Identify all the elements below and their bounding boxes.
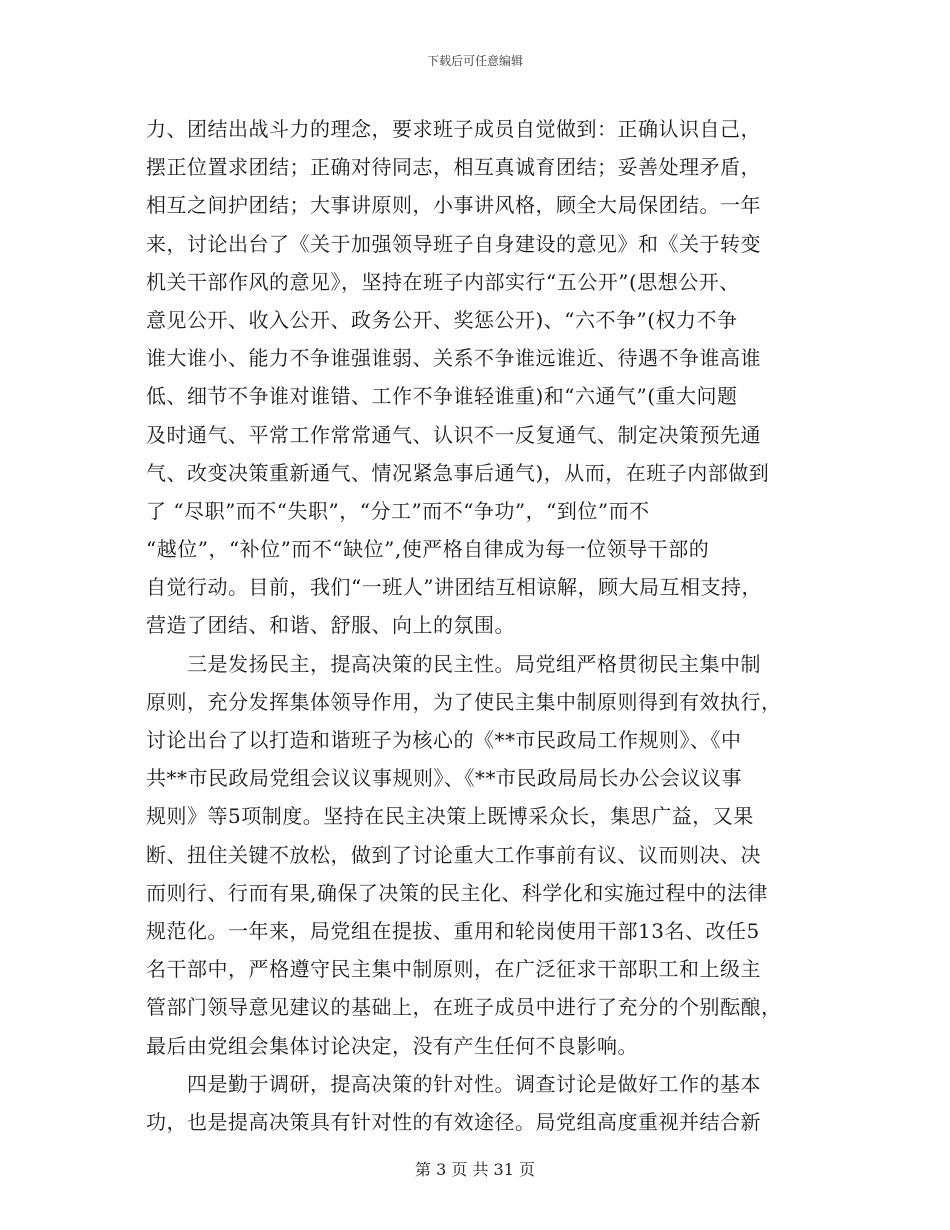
text-line: “越位”，“补位”而不“缺位”,使严格自律成为每一位领导干部的 [146, 537, 710, 562]
text-line: 共**市民政局党组会议议事规则》、《**市民政局局长办公会议议事 [146, 766, 742, 791]
text-line: 摆正位置求团结；正确对待同志，相互真诚育团结；妥善处理矛盾， [146, 155, 761, 180]
text-line: 机关干部作风的意见》，坚持在班子内部实行“五公开”(思想公开、 [146, 269, 740, 294]
text-line: 力、团结出战斗力的理念，要求班子成员自觉做到：正确认识自己， [146, 117, 761, 141]
text-line: 讨论出台了以打造和谐班子为核心的《**市民政局工作规则》、《中 [146, 728, 742, 752]
text-line: 名干部中，严格遵守民主集中制原则，在广泛征求干部职工和上级主 [146, 957, 761, 982]
text-line: 气、改变决策重新通气、情况紧急事后通气)，从而，在班子内部做到 [146, 460, 770, 485]
text-line: 意见公开、收入公开、政务公开、奖惩公开)、“六不争”(权力不争 [146, 307, 738, 332]
text-line: 断、扭住关键不放松，做到了讨论重大工作事前有议、议而则决、决 [146, 842, 761, 867]
page-number-footer: 第 3 页 共 31 页 [415, 1160, 535, 1179]
text-line: 功，也是提高决策具有针对性的有效途径。局党组高度重视并结合新 [146, 1109, 761, 1134]
paragraph-start-line: 三是发扬民主，提高决策的民主性。局党组严格贯彻民主集中制 [146, 651, 761, 676]
text-line: 最后由党组会集体讨论决定，没有产生任何不良影响。 [146, 1033, 638, 1058]
text-line: 而则行、行而有果,确保了决策的民主化、科学化和实施过程中的法律 [146, 880, 768, 905]
text-line: 了 “尽职”而不“失职”，“分工”而不“争功”，“到位”而不 [146, 498, 650, 523]
text-line: 低、细节不争谁对谁错、工作不争谁轻谁重)和“六通气”(重大问题 [146, 384, 738, 409]
text-line: 来，讨论出台了《关于加强领导班子自身建设的意见》和《关于转变 [146, 231, 761, 256]
text-line: 规则》等5项制度。坚持在民主决策上既博采众长，集思广益，又果 [146, 804, 754, 829]
page-header: 下载后可任意编辑 [426, 54, 523, 68]
text-line: 相互之间护团结；大事讲原则，小事讲风格，顾全大局保团结。一年 [146, 193, 761, 218]
text-line: 营造了团结、和谐、舒服、向上的氛围。 [146, 613, 515, 638]
text-line: 自觉行动。目前，我们“一班人”讲团结互相谅解，顾大局互相支持， [146, 575, 762, 600]
text-line: 原则，充分发挥集体领导作用，为了使民主集中制原则得到有效执行， [146, 689, 782, 714]
document-body [146, 110, 806, 1141]
text-line: 管部门领导意见建议的基础上，在班子成员中进行了充分的个别酝酿， [146, 995, 782, 1020]
paragraph-start-line: 四是勤于调研，提高决策的针对性。调查讨论是做好工作的基本 [146, 1071, 761, 1096]
text-line: 及时通气、平常工作常常通气、认识不一反复通气、制定决策预先通 [146, 422, 761, 447]
text-line: 谁大谁小、能力不争谁强谁弱、关系不争谁远谁近、待遇不争谁高谁 [146, 346, 761, 371]
text-line: 规范化。一年来，局党组在提拔、重用和轮岗使用干部13名、改任5 [146, 918, 760, 943]
